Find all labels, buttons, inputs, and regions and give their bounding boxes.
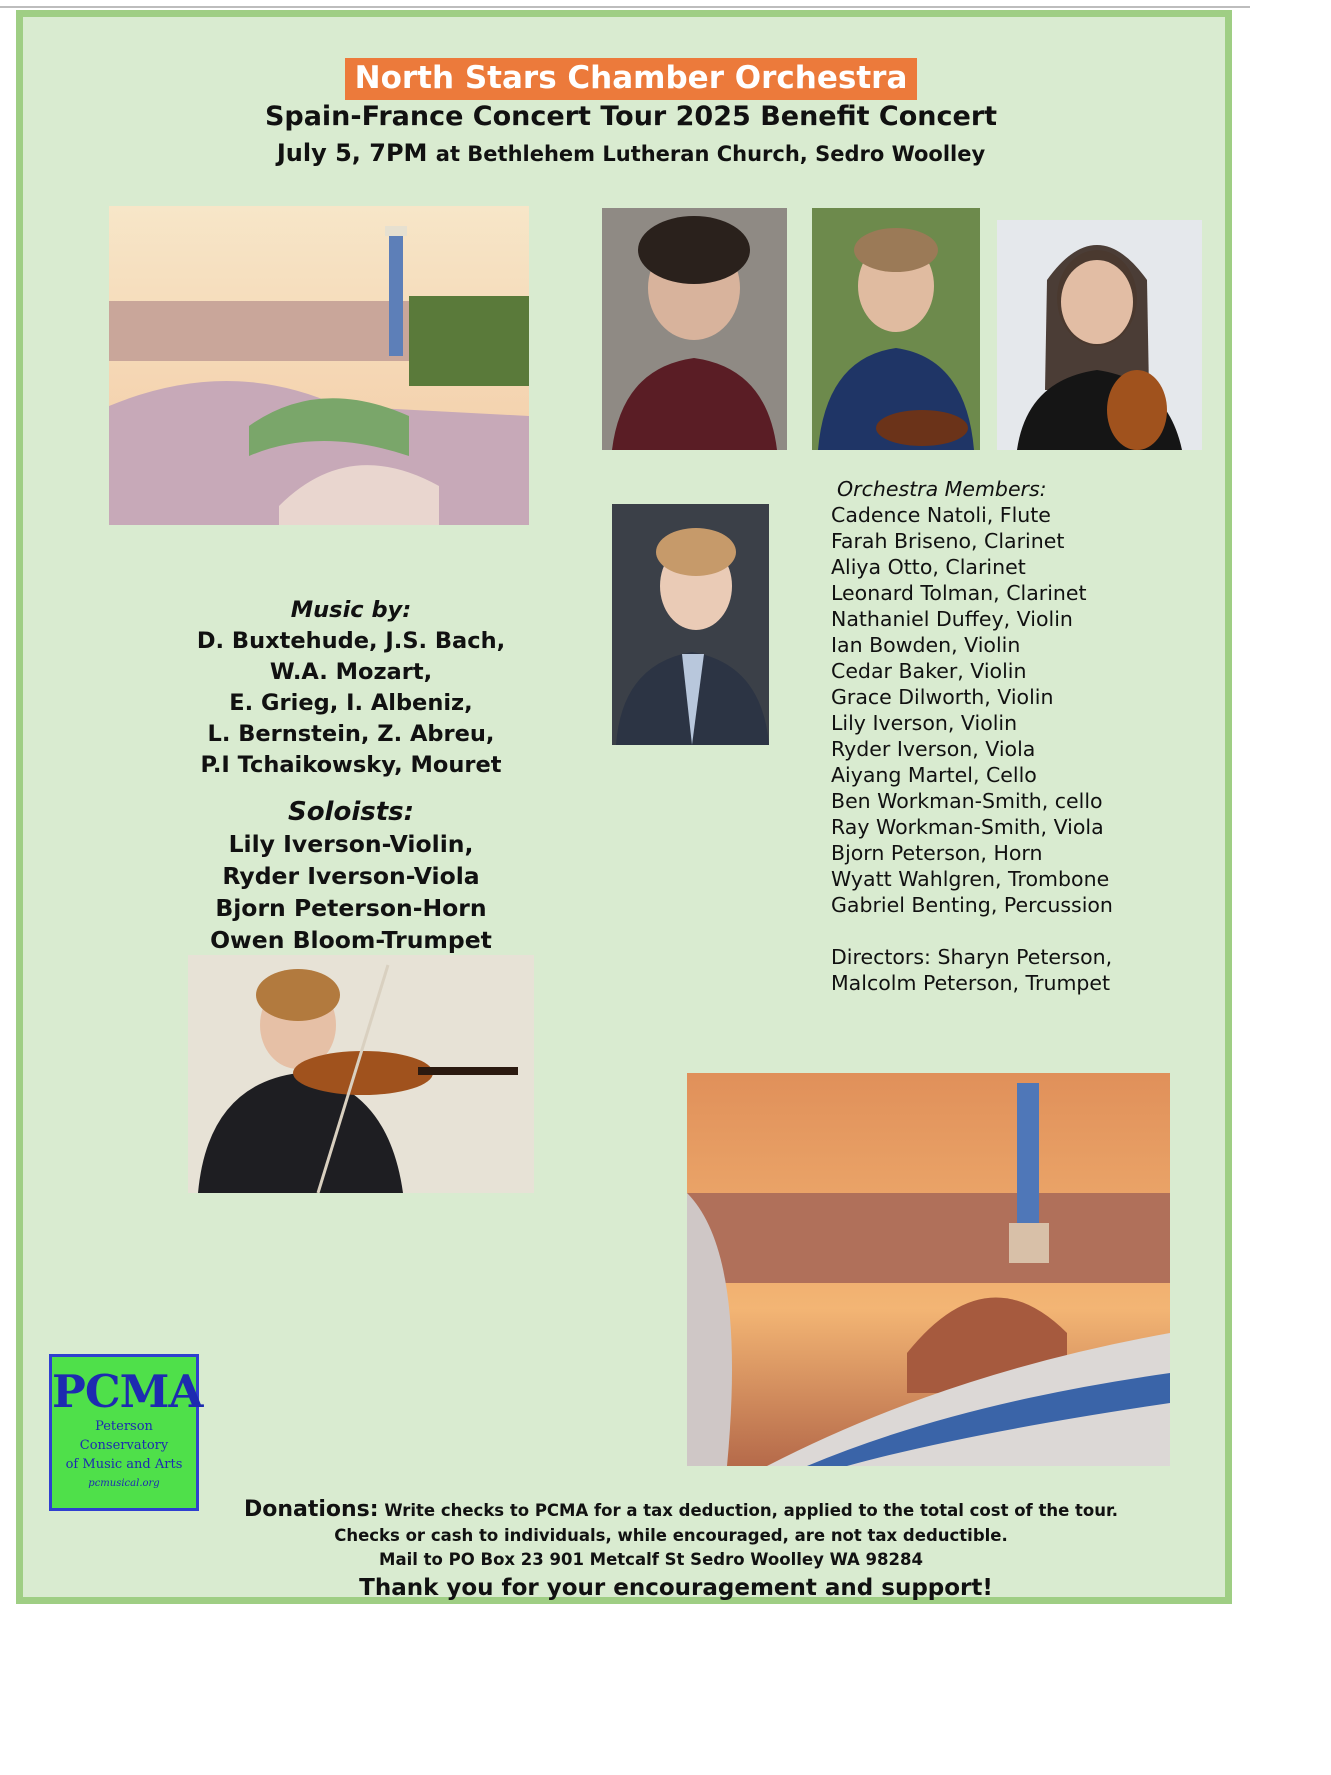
member-item: Cadence Natoli, Flute — [831, 503, 1051, 527]
orchestra-members-heading: Orchestra Members: — [837, 477, 1047, 501]
flyer-poster — [16, 10, 1232, 1604]
donations-line3: Mail to PO Box 23 901 Metcalf St Sedro Woolley WA 98284 — [379, 1550, 923, 1569]
venue: at Bethlehem Lutheran Church, Sedro Woolley — [435, 142, 986, 166]
member-item: Ian Bowden, Violin — [831, 633, 1021, 657]
date-venue-line — [23, 139, 1239, 167]
member-item: Bjorn Peterson, Horn — [831, 841, 1043, 865]
soloist-line: Ryder Iverson-Viola — [222, 862, 480, 890]
member-item: Ben Workman-Smith, cello — [831, 789, 1103, 813]
member-item: Aliya Otto, Clarinet — [831, 555, 1026, 579]
member-item: Ryder Iverson, Viola — [831, 737, 1036, 761]
donations-label: Donations: — [243, 1497, 379, 1522]
member-item: Ray Workman-Smith, Viola — [831, 815, 1104, 839]
thank-you-line: Thank you for your encouragement and support! — [359, 1575, 993, 1601]
orchestra-members-section — [831, 476, 1231, 996]
title-block — [23, 58, 1239, 100]
musician-portrait-2 — [812, 208, 980, 450]
composers-line: W.A. Mozart, — [269, 659, 433, 685]
date-time: July 5, 7PM — [276, 139, 428, 167]
pcma-abbr: PCMA — [52, 1365, 203, 1418]
tour-subtitle: Spain-France Concert Tour 2025 Benefit Concert — [264, 101, 998, 132]
orchestra-title: North Stars Chamber Orchestra — [345, 58, 918, 100]
musician-portrait-3 — [997, 220, 1202, 450]
soloist-line: Bjorn Peterson-Horn — [215, 894, 487, 922]
directors-line: Malcolm Peterson, Trumpet — [831, 971, 1111, 995]
member-item: Cedar Baker, Violin — [831, 659, 1027, 683]
top-divider — [0, 6, 1250, 8]
pcma-logo — [49, 1354, 203, 1511]
composers-line: L. Bernstein, Z. Abreu, — [207, 721, 495, 747]
member-item: Farah Briseno, Clarinet — [831, 529, 1065, 553]
soloist-line: Lily Iverson-Violin, — [228, 830, 474, 858]
member-item: Nathaniel Duffey, Violin — [831, 607, 1073, 631]
donations-line2: Checks or cash to individuals, while encouraged, are not tax deductible. — [334, 1526, 1008, 1545]
musician-portrait-4 — [612, 504, 769, 745]
music-by-heading: Music by: — [290, 597, 412, 623]
donations-section — [23, 1497, 1239, 1604]
member-item: Aiyang Martel, Cello — [831, 763, 1037, 787]
member-item: Grace Dilworth, Violin — [831, 685, 1054, 709]
park-guell-photo-2 — [687, 1073, 1170, 1466]
member-item: Gabriel Benting, Percussion — [831, 893, 1113, 917]
music-by-section — [191, 595, 511, 781]
soloist-line: Owen Bloom-Trumpet — [210, 926, 492, 954]
pcma-name-line2: of Music and Arts — [65, 1457, 183, 1472]
composers-line: P.I Tchaikowsky, Mouret — [200, 752, 502, 778]
park-guell-photo-1 — [109, 206, 529, 525]
member-item: Wyatt Wahlgren, Trombone — [831, 867, 1110, 891]
violinist-photo — [188, 955, 534, 1193]
soloists-heading: Soloists: — [287, 797, 415, 827]
pcma-name-line1: Peterson Conservatory — [79, 1419, 169, 1453]
pcma-url: pcmusical.org — [88, 1478, 160, 1489]
composers-line: D. Buxtehude, J.S. Bach, — [196, 628, 506, 654]
member-item: Leonard Tolman, Clarinet — [831, 581, 1087, 605]
member-item: Lily Iverson, Violin — [831, 711, 1018, 735]
musician-portrait-1 — [602, 208, 787, 450]
donations-line1: Write checks to PCMA for a tax deduction, applied to the total cost of the tour. — [384, 1501, 1119, 1520]
composers-line: E. Grieg, I. Albeniz, — [229, 690, 473, 716]
directors-line: Directors: Sharyn Peterson, — [831, 945, 1113, 969]
